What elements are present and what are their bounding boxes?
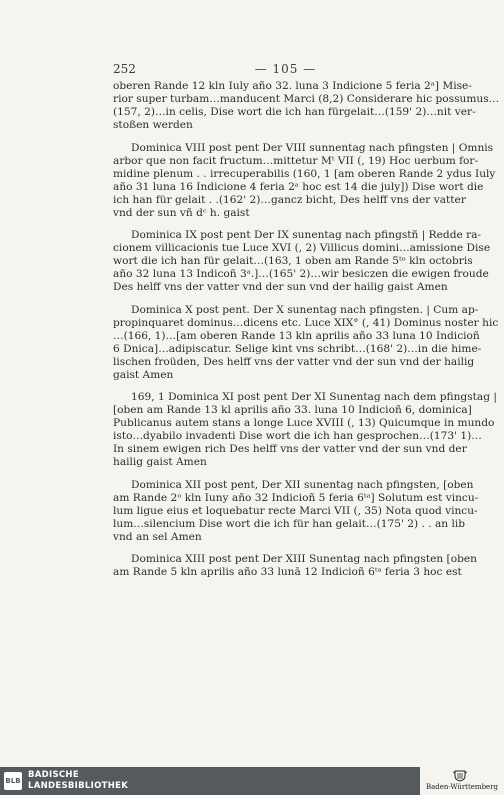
library-name[interactable] [28,770,128,791]
text-line: Publicanus autem stans a longe Luce XVIII (, 13) Quicumque in mundo [113,417,495,429]
text-line: …(166, 1)…[am oberen Rande 13 kln aprilis año 33 luna 10 Indicioñ [113,329,480,342]
text-line: ich han für gelait . .(162' 2)…gancz bicht, Des helff vns der vatter [113,193,466,206]
text-line: 169, 1 Dominica XI post pent Der XI Sunentag nach dem pfingstag | [131,391,497,403]
text-paragraph [113,553,477,579]
document-body [113,80,500,589]
folio-number: — 105 — [254,62,317,76]
region-name: Baden-Württemberg [425,783,499,791]
text-paragraph [113,141,496,220]
text-paragraph [113,478,479,544]
text-paragraph [113,391,497,469]
text-line: 6 Dnica]…adipiscatur. Selige kint vns schribt…(168' 2)…in die hime- [113,342,482,355]
text-line: cionem villicacionis tue Luce XVI (, 2) Villicus domini…amissione Dise [113,242,491,254]
text-line: wort die ich han für gelait…(163, 1 oben am Rande 5ᵗᵒ kln octobris [113,255,473,267]
library-name-line1: BADISCHE [28,770,79,780]
text-line: año 32 luna 13 Indicoñ 3ᵃ.]…(165' 2)…wir besiczen die ewigen froude [113,268,489,280]
text-line: vnd der sun vñ dᶜ h. gaist [113,206,250,219]
text-line: lum ligue eius et loquebatur recte Marci VII (, 35) Nota quod vincu- [113,504,478,517]
text-line: am Rande 5 kln aprilis año 33 lunā 12 Indicioñ 6ᵗᵃ feria 3 hoc est [113,566,462,578]
text-paragraph [113,303,499,382]
text-paragraph [113,229,491,294]
text-line: In sinem ewigen rich Des helff vns der vatter vnd der sun vnd der [113,443,467,455]
text-line: rior super turbam…manducent Marci (8,2) Considerare hic possumus… [113,93,500,105]
text-line: Des helff vns der vatter vnd der sun vnd der hailig gaist Amen [113,281,448,293]
text-line: Dominica XIII post pent Der XIII Sunentag nach pfingsten [oben [131,553,477,565]
text-line: oberen Rande 12 kln Iuly año 32. luna 3 Indicione 5 feria 2ᵃ] Mise- [113,80,472,92]
text-line: stoßen werden [113,119,193,131]
library-footer-bar [0,767,504,795]
page-number: 252 [113,62,136,76]
text-line: isto…dyabilo invadenti Dise wort die ich han gesprochen…(173' 1)… [113,430,482,442]
text-line: propinquaret dominus…dicens etc. Luce XIX° (, 41) Dominus noster hic [113,316,499,329]
text-line: Dominica VIII post pent Der VIII sunnentag nach pfingsten | Omnis [131,141,494,154]
library-name-line2: LANDESBIBLIOTHEK [28,780,129,791]
blb-logo-icon[interactable]: BLB [4,772,22,790]
coat-of-arms-icon [453,769,467,782]
text-line: [oben am Rande 13 kl aprilis año 33. luna 10 Indicioñ 6, dominica] [113,404,472,416]
region-badge[interactable] [420,767,504,795]
text-line: año 31 luna 16 Indicione 4 feria 2ᵃ hoc est 14 die july]) Dise wort die [113,180,484,193]
text-line: Dominica X post pent. Der X sunentag nach pfingsten. | Cum ap- [131,303,479,316]
text-line: midine plenum . . irrecuperabilis (160, 1 [am oberen Rande 2 ydus Iuly [113,167,496,180]
text-line: Dominica XII post pent, Der XII sunentag nach pfingsten, [oben [131,478,474,491]
text-line: Dominica IX post pent Der IX sunentag nach pfingstñ | Redde ra- [131,229,482,241]
text-line: (157, 2)…in celis, Dise wort die ich han fürgelait…(159' 2)…nit ver- [113,106,476,118]
text-line: hailig gaist Amen [113,456,207,468]
text-line: arbor que non facit fructum…mittetur Mᵗ VII (, 19) Hoc uerbum for- [113,154,479,167]
text-line: am Rande 2ᵒ kln Iuny año 32 Indicioñ 5 feria 6ᵗᵃ] Solutum est vincu- [113,491,479,504]
text-line: vnd an sel Amen [113,530,202,543]
text-paragraph [113,80,500,132]
text-line: lum…silencium Dise wort die ich für han gelait…(175' 2) . . an lib [113,517,466,530]
text-line: lischen froüden, Des helff vns der vatter vnd der sun vnd der hailig [113,355,475,368]
text-line: gaist Amen [113,368,174,381]
